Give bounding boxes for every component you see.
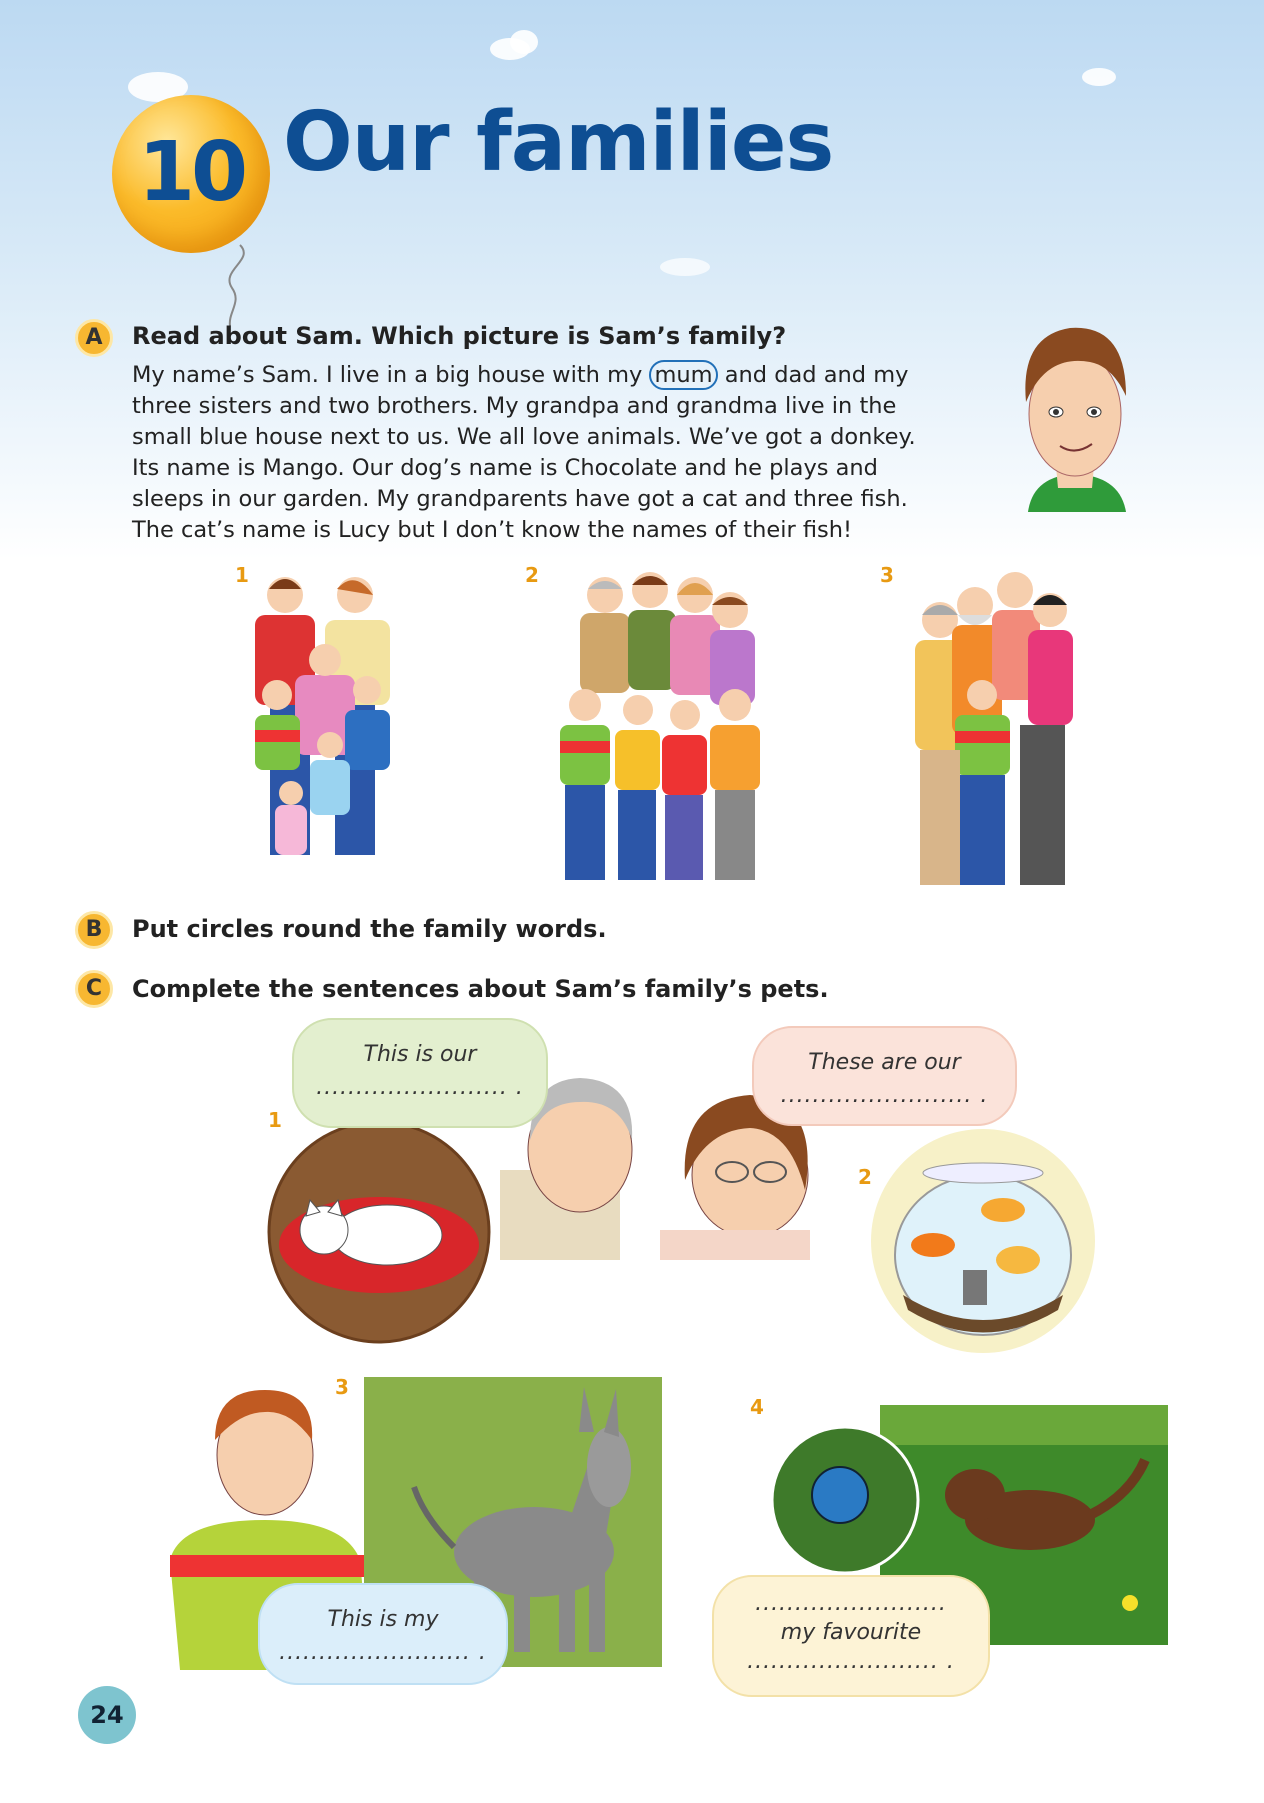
ball-circle[interactable] [770,1425,920,1575]
speech-bubble-3 [258,1583,508,1685]
speech-bubble-1 [292,1018,548,1128]
item-number-4: 4 [750,1395,764,1419]
cat-on-cushion[interactable] [262,1120,497,1345]
reading-line: Its name is Mango. Our dog’s name is Chocolate and he plays and [132,455,878,481]
circled-word[interactable]: mum [649,360,717,390]
section-c-heading: Complete the sentences about Sam’s family’s pets. [132,975,829,1003]
sam-portrait [1008,316,1142,512]
page-title: Our families [283,95,834,190]
reading-line: My name’s Sam. I live in a big house with my mum and dad and my [132,362,909,388]
fish-bowl[interactable] [868,1125,1098,1357]
family-picture-2[interactable] [550,565,770,890]
reading-line: The cat’s name is Lucy but I don’t know the names of their fish! [132,517,853,543]
section-a-heading: Read about Sam. Which picture is Sam’s family? [132,322,787,350]
section-b-heading: Put circles round the family words. [132,915,607,943]
speech-bubble-4 [712,1575,990,1697]
cloud [1082,68,1116,86]
bubble-text: This is my [327,1607,439,1632]
answer-blank[interactable]: ........................ . [279,1640,487,1665]
answer-blank[interactable]: ........................ . [780,1083,989,1108]
unit-balloon [112,95,270,253]
cloud [660,258,710,276]
section-c-badge: C [75,970,113,1008]
cloud [510,30,538,54]
reading-line: small blue house next to us. We all love animals. We’ve got a donkey. [132,424,916,450]
reading-text [132,360,982,546]
bubble-text: These are our [808,1050,961,1075]
unit-number: 10 [137,125,245,220]
family-picture-3[interactable] [910,565,1080,895]
reading-line: sleeps in our garden. My grandparents have got a cat and three fish. [132,486,908,512]
answer-blank[interactable]: ........................ . [316,1075,524,1100]
picture-number-1: 1 [235,563,249,587]
item-number-1: 1 [268,1108,282,1132]
section-b-badge: B [75,911,113,949]
bubble-text: my favourite [780,1620,922,1645]
balloon-string [200,240,270,330]
page-number: 24 [78,1686,136,1744]
speech-bubble-2 [752,1026,1017,1126]
answer-blank[interactable]: ........................ . [747,1649,955,1674]
family-picture-1[interactable] [245,565,410,865]
section-a-badge: A [75,319,113,357]
reading-line: three sisters and two brothers. My grandpa and grandma live in the [132,393,897,419]
picture-number-2: 2 [525,563,539,587]
item-number-2: 2 [858,1165,872,1189]
item-number-3: 3 [335,1375,349,1399]
answer-blank[interactable]: ........................ [755,1591,947,1616]
bubble-text: This is our [363,1042,477,1067]
picture-number-3: 3 [880,563,894,587]
